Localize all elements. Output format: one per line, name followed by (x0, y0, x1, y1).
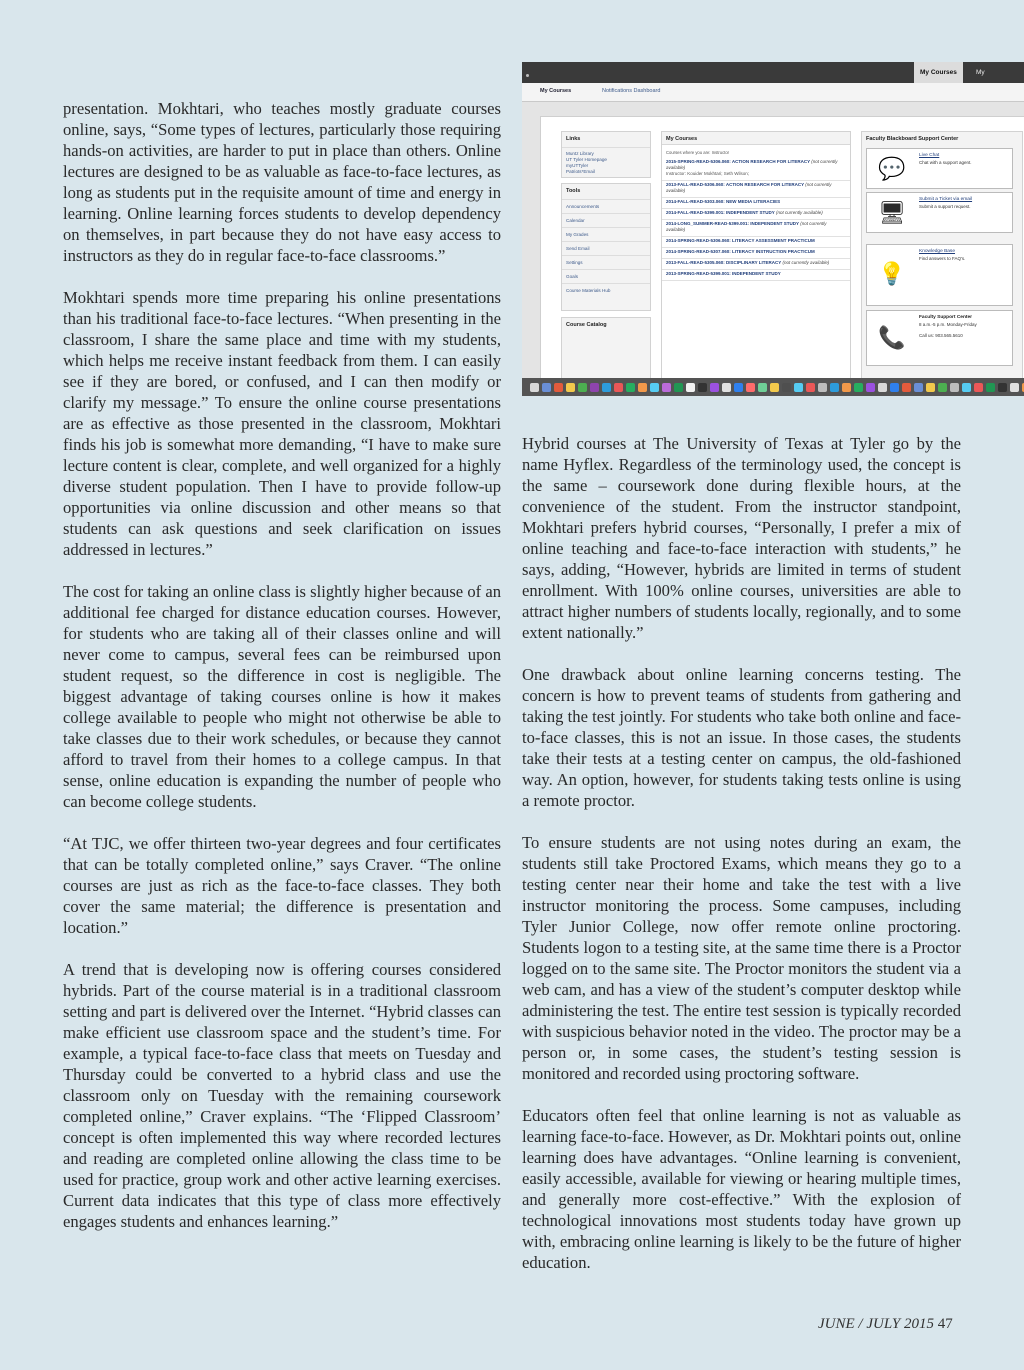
dock-app-icon[interactable] (554, 383, 563, 392)
link-item[interactable]: UT Tyler Homepage (566, 157, 607, 162)
menu-dot-icon (526, 74, 529, 77)
dock-app-icon[interactable] (662, 383, 671, 392)
dock-app-icon[interactable] (566, 383, 575, 392)
support-item-knowledge-base[interactable] (866, 244, 1013, 306)
course-name[interactable]: 2013-FALL-READ-5306.060: ACTION RESEARCH FOR LITERACY (666, 181, 805, 187)
dock-app-icon[interactable] (962, 383, 971, 392)
course-instructor: Instructor: Kouider Mokhtari; Seth Wilson; (666, 170, 750, 176)
course-item[interactable] (662, 181, 850, 198)
dock-app-icon[interactable] (890, 383, 899, 392)
tool-item[interactable]: Announcements (562, 199, 650, 210)
dock-app-icon[interactable] (866, 383, 875, 392)
paragraph: One drawback about online learning concerns testing. The concern is how to prevent teams of students from gathering and taking the test jointly. For students who take both online and face-to-face classes, this is not an issue. In those cases, the students take their tests at a testing center on campus, the old-fashioned way. An option, however, for students taking tests online is using a remote proctor. (522, 665, 961, 810)
support-item-title[interactable]: Live Chat (919, 153, 940, 158)
dock-app-icon[interactable] (674, 383, 683, 392)
course-item[interactable] (662, 198, 850, 209)
dock-app-icon[interactable] (578, 383, 587, 392)
article-column-left (63, 98, 501, 1253)
dock-app-icon[interactable] (974, 383, 983, 392)
course-name[interactable]: 2014-SPRING-READ-5306.060: LITERACY ASSESSMENT PRACTICUM (666, 237, 815, 243)
blackboard-screenshot (522, 62, 1024, 396)
support-item-title[interactable]: Submit a Ticket via email (919, 197, 973, 202)
chat-icon: 💬 (878, 156, 906, 181)
support-panel (861, 131, 1023, 391)
dock-app-icon[interactable] (806, 383, 815, 392)
page-number: 47 (937, 1316, 953, 1332)
tab-my-courses[interactable]: My Courses (914, 62, 963, 83)
support-item-desc: Submit a support request. (919, 204, 971, 209)
dock-app-icon[interactable] (902, 383, 911, 392)
subtab-notifications-dashboard[interactable]: Notifications Dashboard (602, 88, 661, 94)
dock-app-icon[interactable] (830, 383, 839, 392)
dock-app-icon[interactable] (530, 383, 539, 392)
course-item[interactable] (662, 220, 850, 237)
support-phone: Call us: 903.565.5610 (919, 333, 963, 338)
page-footer (818, 1316, 953, 1333)
tool-item[interactable]: My Grades (562, 227, 650, 238)
paragraph: Educators often feel that online learning is not as valuable as learning face-to-face. However, as Dr. Mokhtari points out, online learning does have advantages. “Online learning is convenient, easily accessible, available for viewing or hearing multiple times, and generally more cost-effective.” With the explosion of technological innovations most students today have grown up with, embracing online learning is likely to be the future of higher education. (522, 1106, 961, 1272)
top-navigation-bar (522, 62, 1024, 83)
support-item-desc: Find answers to FAQ's. (919, 256, 966, 261)
tools-panel (561, 183, 651, 311)
paragraph: presentation. Mokhtari, who teaches mostly graduate courses online, says, “Some types of lectures, particularly those requiring hands-on activities, are harder to put in place than others. Online lectures are designed to be as valuable as face-to-face lectures, as long as students put in the requisite amount of time and energy in learning. Online learning forces students to develop dependency on themselves, in part because they do not have easy access to instructors as they do in regular face-to-face classrooms.” (63, 99, 501, 265)
dock-app-icon[interactable] (986, 383, 995, 392)
dock-app-icon[interactable] (710, 383, 719, 392)
paragraph: The cost for taking an online class is slightly higher because of an additional fee charged for distance education courses. However, for students who are taking all of their classes online and will never come to campus, several fees can be reimbursed upon student request, so the difference in cost is negligible. The biggest advantage of taking courses online is how it makes college available to people who might not otherwise be able to take classes due to their work schedules, or because they cannot afford to travel from their homes to a college campus. In that sense, online education is expanding the number of people who can become college students. (63, 582, 501, 811)
course-availability: (not currently available) (666, 220, 827, 232)
course-item[interactable] (662, 248, 850, 259)
course-item[interactable] (662, 209, 850, 220)
course-name[interactable]: 2014-LONG_SUMMER-READ-5399.001: INDEPENDENT STUDY (666, 220, 799, 226)
tool-item[interactable]: Send Email (562, 241, 650, 252)
dock-app-icon[interactable] (638, 383, 647, 392)
dock-app-icon[interactable] (914, 383, 923, 392)
article-column-right (522, 433, 961, 1294)
app-dock (522, 378, 1024, 396)
course-list (662, 158, 850, 281)
course-availability: (not currently available) (782, 259, 830, 265)
support-item-title[interactable]: Knowledge Base (919, 249, 956, 254)
link-item[interactable]: myUTTyler (566, 163, 589, 168)
course-portal-frame (540, 116, 1024, 386)
dock-app-icon[interactable] (950, 383, 959, 392)
dock-app-icon[interactable] (1010, 383, 1019, 392)
dock-app-icon[interactable] (626, 383, 635, 392)
dock-app-icon[interactable] (854, 383, 863, 392)
link-item[interactable]: Muntz Library (562, 147, 650, 157)
course-item[interactable] (662, 158, 850, 181)
course-availability: (not currently available) (775, 209, 823, 215)
dock-app-icon[interactable] (782, 383, 791, 392)
support-item-live-chat[interactable] (866, 148, 1013, 189)
lightbulb-icon: 💡 (878, 261, 906, 286)
tool-item[interactable]: Course Materials Hub (562, 283, 650, 294)
dock-app-icon[interactable] (926, 383, 935, 392)
support-item-ticket[interactable] (866, 192, 1013, 233)
tool-item[interactable]: Settings (562, 255, 650, 266)
support-item-desc: Chat with a support agent. (919, 160, 972, 165)
dock-app-icon[interactable] (998, 383, 1007, 392)
dock-app-icon[interactable] (590, 383, 599, 392)
dock-app-icon[interactable] (818, 383, 827, 392)
dock-app-icon[interactable] (878, 383, 887, 392)
dock-app-icon[interactable] (842, 383, 851, 392)
links-title: Links (566, 136, 581, 142)
dock-app-icon[interactable] (650, 383, 659, 392)
course-name[interactable]: 2014-SPRING-READ-5307.060: LITERACY INSTRUCTION PRACTICUM (666, 248, 815, 254)
my-courses-title: My Courses (662, 132, 850, 145)
support-title: Faculty Blackboard Support Center (866, 136, 959, 142)
dock-app-icon[interactable] (686, 383, 695, 392)
dock-app-icon[interactable] (746, 383, 755, 392)
course-name[interactable]: 2015-SPRING-READ-5306.060: ACTION RESEARCH FOR LITERACY (666, 158, 811, 164)
course-item[interactable] (662, 237, 850, 248)
dock-app-icon[interactable] (698, 383, 707, 392)
dock-app-icon[interactable] (722, 383, 731, 392)
course-availability: (not currently available) (666, 181, 832, 193)
tool-item[interactable]: Goals (562, 269, 650, 280)
links-panel (561, 131, 651, 178)
support-item-faculty-center[interactable] (866, 310, 1013, 366)
course-availability: (not currently available) (666, 158, 838, 170)
subtab-my-courses[interactable]: My Courses (540, 88, 572, 94)
dock-app-icon[interactable] (794, 383, 803, 392)
course-item[interactable] (662, 270, 850, 281)
link-item[interactable]: Patriots*Email (566, 169, 595, 174)
my-courses-panel (661, 131, 851, 391)
support-item-title: Faculty Support Center (919, 315, 973, 320)
dock-app-icon[interactable] (938, 383, 947, 392)
paragraph: A trend that is developing now is offering courses considered hybrids. Part of the course material is in a traditional classroom setting and part is delivered over the Internet. “Hybrid classes can make efficient use classroom space and the student’s time. For example, a typical face-to-face class that meets on Tuesday and Thursday could be converted to a hybrid class and use the classroom only on Tuesday with the remaining coursework completed online,” Craver explains. “The ‘Flipped Classroom’ concept is often implemented this way where recorded lectures and reading are completed online allowing the class time to be used for practice, group work and other active learning exercises. Current data indicates that this type of class more effectively engages students and enhances learning.” (63, 960, 501, 1231)
course-item[interactable] (662, 259, 850, 270)
course-name[interactable]: 2014-FALL-READ-5303.060: NEW MEDIA LITERACIES (666, 198, 781, 204)
paragraph: To ensure students are not using notes during an exam, the students still take Proctored Exams, which means they go to a testing center near their home and take the test with a live instructor monitoring the process. Some campuses, including Tyler Junior College, now offer remote online proctoring. Students logon to a testing site, at the same time there is a Proctor logged on to the same site. The Proctor monitors the student via a web cam, and has a view of the student’s computer desktop while administering the test. The entire test session is typically recorded with suspicious behavior noted in the video. The proctor may be a person or, in some cases, the student’s testing session is monitored and recorded using proctoring software. (522, 833, 961, 1083)
paragraph: Mokhtari spends more time preparing his online presentations than his traditional face-to-face lectures. “When presenting in the classroom, I share the same place and time with my students, which helps me receive instant feedback from them. I can easily see if they are bored, or confused, and I can then modify or clarify my message.” To ensure the online course presentations are as effective as those presented in the classroom, Mokhtari finds his job is somewhat more demanding, “I have to make sure lecture content is clear, complete, and well organized for a highly diverse student population. Then I have to provide follow-up opportunities via online discussion and other means so that students can ask questions and seek clarification on issues addressed in lectures.” (63, 288, 501, 559)
dock-app-icon[interactable] (542, 383, 551, 392)
sub-tabs (522, 83, 1024, 102)
dock-app-icon[interactable] (614, 383, 623, 392)
issue-date: JUNE / JULY 2015 (818, 1316, 934, 1332)
dock-app-icon[interactable] (734, 383, 743, 392)
tools-title: Tools (566, 188, 581, 194)
course-catalog-title: Course Catalog (566, 322, 607, 328)
paragraph: Hybrid courses at The University of Texas at Tyler go by the name Hyflex. Regardless of the terminology used, the concept is the same – coursework done during flexible hours, at the convenience of the student. From the instructor standpoint, Mokhtari prefers hybrid courses, “Personally, I prefer a mix of online teaching and face-to-face interaction with students,” he says, adding, “However, hybrids are limited in terms of student enrollment. With 100% online courses, universities are able to attract higher numbers of students locally, regionally, and to some extent nationally.” (522, 434, 961, 642)
tab-my-organizations[interactable]: My (976, 69, 985, 76)
ticket-icon: 🖥 (878, 200, 906, 225)
phone-icon: 📞 (878, 325, 906, 350)
dock-app-icon[interactable] (602, 383, 611, 392)
paragraph: “At TJC, we offer thirteen two-year degrees and four certificates that can be totally completed online,” says Craver. “The online courses are just as rich as the face-to-face classes. They both cover the same material; the difference is presentation and location.” (63, 834, 501, 937)
courses-intro: Courses where you are: Instructor (666, 150, 730, 155)
tool-item[interactable]: Calendar (562, 213, 650, 224)
support-item-desc: 8 a.m.-5 p.m. Monday-Friday (919, 322, 977, 327)
course-name[interactable]: 2013-FALL-READ-5305.060: DISCIPLINARY LITERACY (666, 259, 782, 265)
dock-app-icon[interactable] (758, 383, 767, 392)
course-name[interactable]: 2013-SPRING-READ-5399.001: INDEPENDENT STUDY (666, 270, 781, 276)
course-name[interactable]: 2014-FALL-READ-5399.001: INDEPENDENT STUDY (666, 209, 775, 215)
dock-app-icon[interactable] (770, 383, 779, 392)
